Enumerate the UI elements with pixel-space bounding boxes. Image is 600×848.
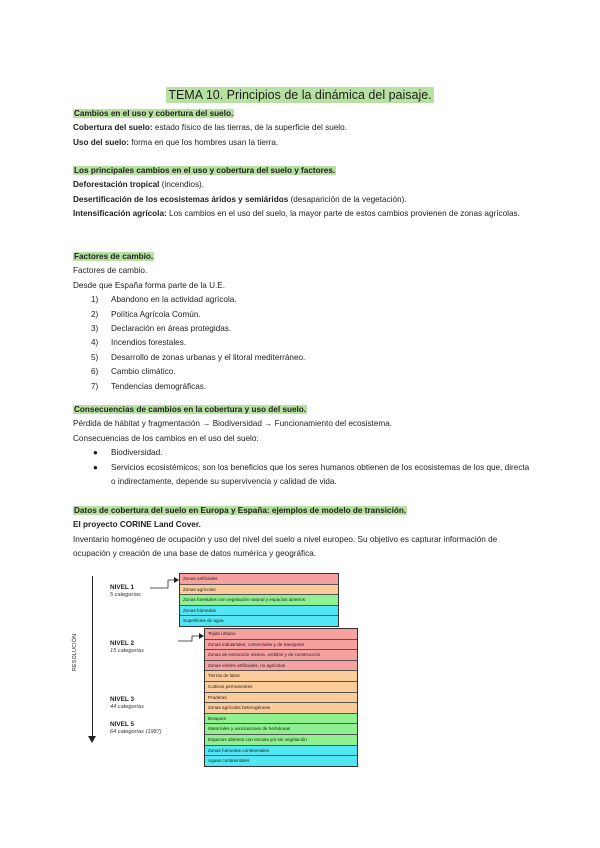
level-label: NIVEL 1 5 categorías	[110, 584, 141, 598]
class-cell: Zonas forestales con vegetación natural y espacios abiertos	[180, 595, 338, 606]
class-cell: Superficies de agua	[180, 616, 338, 626]
list-item: ● Biodiversidad.	[73, 446, 533, 460]
list-item: 7) Tendencias demográficas.	[91, 381, 207, 391]
section-heading: Los principales cambios en el uso y cobertura del suelo y factores.	[74, 166, 336, 175]
list-item: 5) Desarrollo de zonas urbanas y el litoral mediterráneo.	[91, 352, 306, 362]
term-label: Uso del suelo:	[73, 137, 129, 147]
list-item: 1) Abandono en la actividad agrícola.	[91, 295, 237, 305]
section-factores: Factores de cambio. Factores de cambio. Desde que España forma parte de la U.E. 1) Abandono en la actividad agrícola. 2) Política Agrícola Común. 3) Declaración en áreas protegidas. 4) Incendios forestales. 5) Desarrollo de zonas urbanas y el litoral mediterráneo. 6) Cambio climático. 7) Tendencias demográficas.	[73, 250, 533, 394]
class-cell: Zonas húmedas	[180, 606, 338, 617]
list-item: 4) Incendios forestales.	[91, 338, 187, 348]
list-item: 3) Declaración en áreas protegidas.	[91, 324, 232, 334]
bullet-icon: ●	[93, 462, 98, 472]
consequence-list	[73, 446, 533, 489]
section-cambios: Cambios en el uso y cobertura del suelo. Cobertura del suelo: estado físico de las tierras, de la superficie del suelo. Uso del suelo: forma en que los hombres usan la tierra.	[73, 109, 347, 147]
class-cell: Aguas continentales	[205, 756, 357, 766]
class-cell: Matorrales y asociaciones de herbáceas	[205, 724, 357, 735]
class-cell: Espacios abiertos con escasa y/o sin vegetación	[205, 735, 357, 746]
corine-diagram	[70, 566, 370, 764]
class-cell: Zonas agrícolas heterogéneas	[205, 703, 357, 714]
bullet-icon: ●	[93, 448, 98, 458]
section-principales-cambios: Los principales cambios en el uso y cobertura del suelo y factores. Deforestación tropical (incendios). Desertificación de los ecosistemas áridos y semiáridos (desaparición de la vegetación). Intensificación agrícola: Los cambios en el uso del suelo, la mayor parte de estos cambios provienen de zonas agrícolas.	[73, 166, 520, 219]
list-item: 6) Cambio climático.	[91, 367, 176, 377]
page-title: TEMA 10. Principios de la dinámica del paisaje.	[168, 88, 432, 102]
class-cell: Bosques	[205, 714, 357, 725]
class-cell: Tierras de labor	[205, 671, 357, 682]
level-label: NIVEL 2 15 categorías	[110, 640, 144, 654]
list-item: 2) Política Agrícola Común.	[91, 309, 201, 319]
class-cell: Cultivos permanentes	[205, 682, 357, 693]
level-label: NIVEL 5 64 categorías (1987)	[110, 721, 162, 735]
section-heading: Datos de cobertura del suelo en Europa y España: ejemplos de modelo de transición.	[74, 506, 407, 515]
section-heading: Cambios en el uso y cobertura del suelo.	[74, 109, 234, 118]
section-datos-cobertura: Datos de cobertura del suelo en Europa y España: ejemplos de modelo de transición. El proyecto CORINE Land Cover. Inventario homogéneo de ocupación y uso del nivel del suelo a nivel europeo. Su objetivo es capturar información de ocupación y creación de una base de datos numérica y geográfica.	[73, 506, 498, 559]
class-cell: Tejido urbano	[205, 629, 357, 640]
level1-classes	[179, 573, 339, 627]
section-heading: Consecuencias de cambios en la cobertura y uso del suelo.	[74, 405, 307, 414]
class-cell: Zonas industriales, comerciales y de transporte	[205, 640, 357, 651]
class-cell: Zonas artificiales	[180, 574, 338, 585]
axis-label: RESOLUCIÓN	[72, 633, 78, 671]
class-cell: Zonas de extracción minera, vertidos y de construcción	[205, 650, 357, 661]
list-item: ● Servicios ecosistémicos; son los beneficios que los seres humanos obtienen de los ecosistemas de los que, directa o indirectamente, depende su supervivencia y calidad de vida.	[93, 462, 530, 487]
level-label: NIVEL 3 44 categorías	[110, 696, 144, 710]
class-cell: Praderas	[205, 693, 357, 704]
class-cell: Zonas agrícolas	[180, 585, 338, 596]
subheading: El proyecto CORINE Land Cover.	[73, 520, 201, 530]
term-label: Cobertura del suelo:	[73, 123, 153, 133]
class-cell: Zonas húmedas continentales	[205, 746, 357, 757]
level2-classes	[204, 628, 358, 767]
section-heading: Factores de cambio.	[74, 252, 154, 261]
class-cell: Zonas verdes artificiales, no agrícolas	[205, 661, 357, 672]
factor-list	[73, 293, 533, 394]
section-consecuencias: Consecuencias de cambios en la cobertura y uso del suelo. Pérdida de hábitat y fragmentación → Biodiversidad → Funcionamiento del ecosistema. Consecuencias de los cambios en el uso del suelo: ● Biodiversidad. ● Servicios ecosistémicos; son los beneficios que los seres humanos obtienen de los ecosistemas de los que, directa o indirectamente, depende su supervivencia y calidad de vida.	[73, 403, 533, 489]
